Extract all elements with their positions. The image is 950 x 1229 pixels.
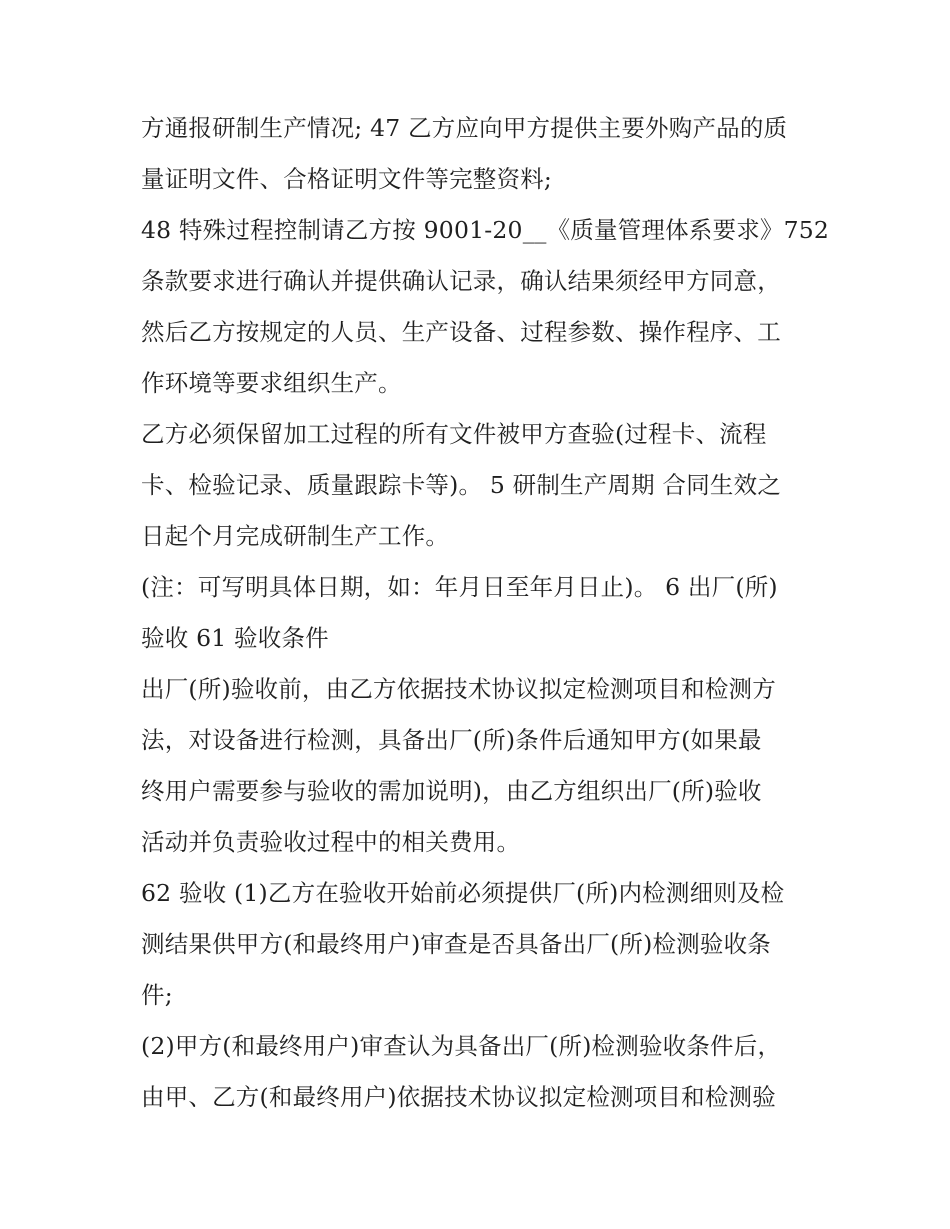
text-line: 62 验收 (1)乙方在验收开始前必须提供厂(所)内检测细则及检: [141, 879, 785, 907]
document-body: [141, 103, 830, 1123]
text-line: 卡、检验记录、质量跟踪卡等)。 5 研制生产周期 合同生效之: [141, 471, 782, 499]
text-line: 测结果供甲方(和最终用户)审查是否具备出厂(所)检测验收条: [141, 930, 771, 958]
text-line: 日起个月完成研制生产工作。: [141, 522, 450, 550]
text-line: 量证明文件、合格证明文件等完整资料;: [141, 165, 553, 193]
text-line: 验收 61 验收条件: [141, 624, 329, 652]
text-line: 条款要求进行确认并提供确认记录，确认结果须经甲方同意，: [141, 267, 781, 295]
text-line: 件;: [141, 981, 173, 1009]
text-line: 终用户需要参与验收的需加说明)，由乙方组织出厂(所)验收: [141, 777, 762, 805]
text-line: 出厂(所)验收前，由乙方依据技术协议拟定检测项目和检测方: [141, 675, 776, 703]
text-line: 48 特殊过程控制请乙方按 9001-20__《质量管理体系要求》752: [141, 216, 830, 244]
text-line: 法，对设备进行检测，具备出厂(所)条件后通知甲方(如果最: [141, 726, 762, 754]
text-line: 活动并负责验收过程中的相关费用。: [141, 828, 521, 856]
text-line: 方通报研制生产情况; 47 乙方应向甲方提供主要外购产品的质: [141, 114, 788, 142]
text-line: 然后乙方按规定的人员、生产设备、过程参数、操作程序、工: [141, 318, 781, 346]
text-line: 由甲、乙方(和最终用户)依据技术协议拟定检测项目和检测验: [141, 1083, 776, 1111]
text-line: (2)甲方(和最终用户)审查认为具备出厂(所)检测验收条件后，: [141, 1032, 782, 1060]
text-line: (注：可写明具体日期，如：年月日至年月日止)。 6 出厂(所): [141, 573, 778, 601]
text-line: 作环境等要求组织生产。: [141, 369, 402, 397]
text-line: 乙方必须保留加工过程的所有文件被甲方查验(过程卡、流程: [141, 420, 767, 448]
